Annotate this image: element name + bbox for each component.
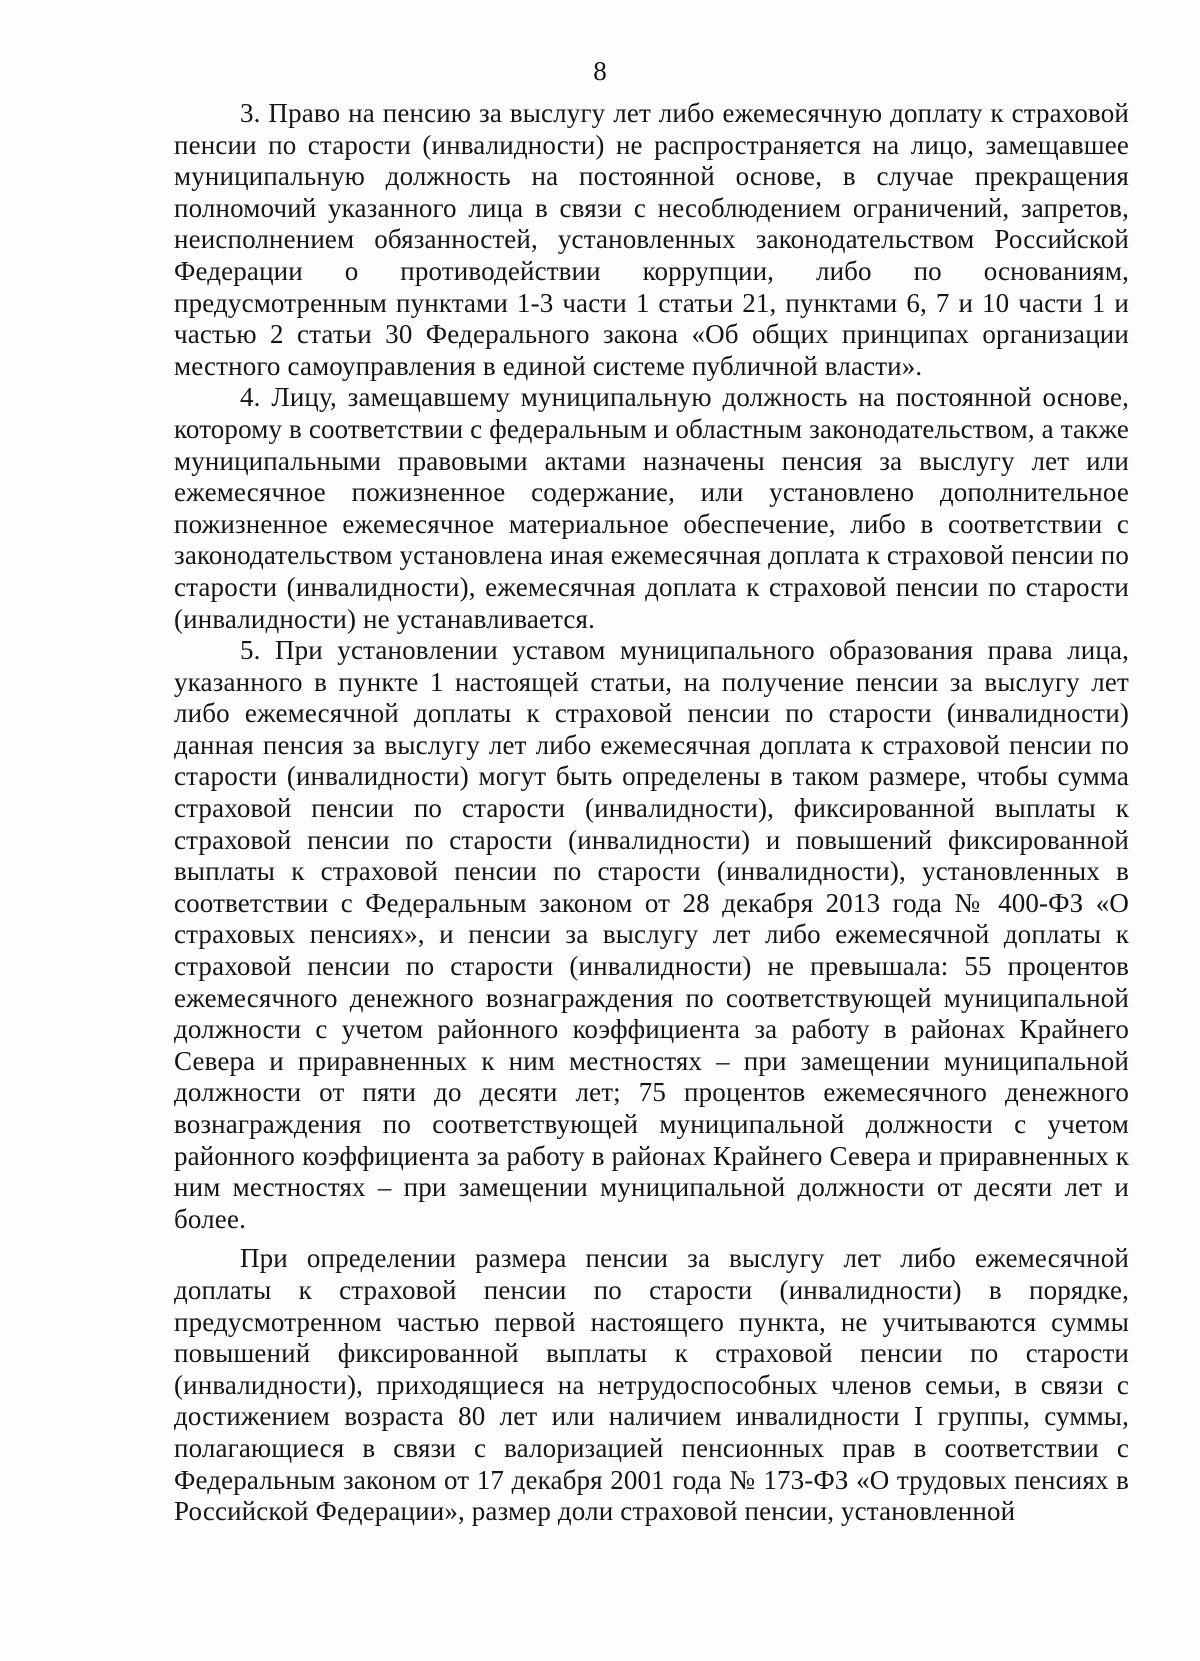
paragraph-item-5-continuation: При определении размера пенсии за выслугу лет либо ежемесячной доплаты к страховой пенсии по старости (инвалидности) в порядке, предусмотренном частью первой настоящего пункта, не учитываются суммы повышений фиксированной выплаты к страховой пенсии по старости (инвалидности), приходящиеся на нетрудоспособных членов семьи, в связи с достижением возраста 80 лет или наличием инвалидности I группы, суммы, полагающиеся в связи с валоризацией пенсионных прав в соответствии с Федеральным законом от 17 декабря 2001 года № 173-ФЗ «О трудовых пенсиях в Российской Федерации», размер доли страховой пенсии, установленной [174,1243,1129,1527]
paragraph-item-3: 3. Право на пенсию за выслугу лет либо ежемесячную доплату к страховой пенсии по старости (инвалидности) не распространяется на лицо, замещавшее муниципальную должность на постоянной основе, в случае прекращения полномочий указанного лица в связи с несоблюдением ограничений, запретов, неисполнением обязанностей, установленных законодательством Российской Федерации о противодействии коррупции, либо по основаниям, предусмотренным пунктами 1-3 части 1 статьи 21, пунктами 6, 7 и 10 части 1 и частью 2 статьи 30 Федерального закона «Об общих принципах организации местного самоуправления в единой системе публичной власти». [174,98,1129,381]
document-body [174,98,1129,1528]
paragraph-item-5: 5. При установлении уставом муниципального образования права лица, указанного в пункте 1 настоящей статьи, на получение пенсии за выслугу лет либо ежемесячной доплаты к страховой пенсии по старости (инвалидности) данная пенсия за выслугу лет либо ежемесячная доплата к страховой пенсии по старости (инвалидности) могут быть определены в таком размере, чтобы сумма страховой пенсии по старости (инвалидности), фиксированной выплаты к страховой пенсии по старости (инвалидности) и повышений фиксированной выплаты к страховой пенсии по старости (инвалидности), установленных в соответствии с Федеральным законом от 28 декабря 2013 года № 400-ФЗ «О страховых пенсиях», и пенсии за выслугу лет либо ежемесячной доплаты к страховой пенсии по старости (инвалидности) не превышала: 55 процентов ежемесячного денежного вознаграждения по соответствующей муниципальной должности с учетом районного коэффициента за работу в районах Крайнего Севера и приравненных к ним местностях – при замещении муниципальной должности от пяти до десяти лет; 75 процентов ежемесячного денежного вознаграждения по соответствующей муниципальной должности с учетом районного коэффициента за работу в районах Крайнего Севера и приравненных к ним местностях – при замещении муниципальной должности от десяти лет и более. [174,635,1129,1234]
page-number: 8 [593,56,607,86]
paragraph-item-4: 4. Лицу, замещавшему муниципальную должность на постоянной основе, которому в соответствии с федеральным и областным законодательством, а также муниципальными правовыми актами назначены пенсия за выслугу лет или ежемесячное пожизненное содержание, или установлено дополнительное пожизненное ежемесячное материальное обеспечение, либо в соответствии с законодательством установлена иная ежемесячная доплата к страховой пенсии по старости (инвалидности), ежемесячная доплата к страховой пенсии по старости (инвалидности) не устанавливается. [174,382,1129,634]
